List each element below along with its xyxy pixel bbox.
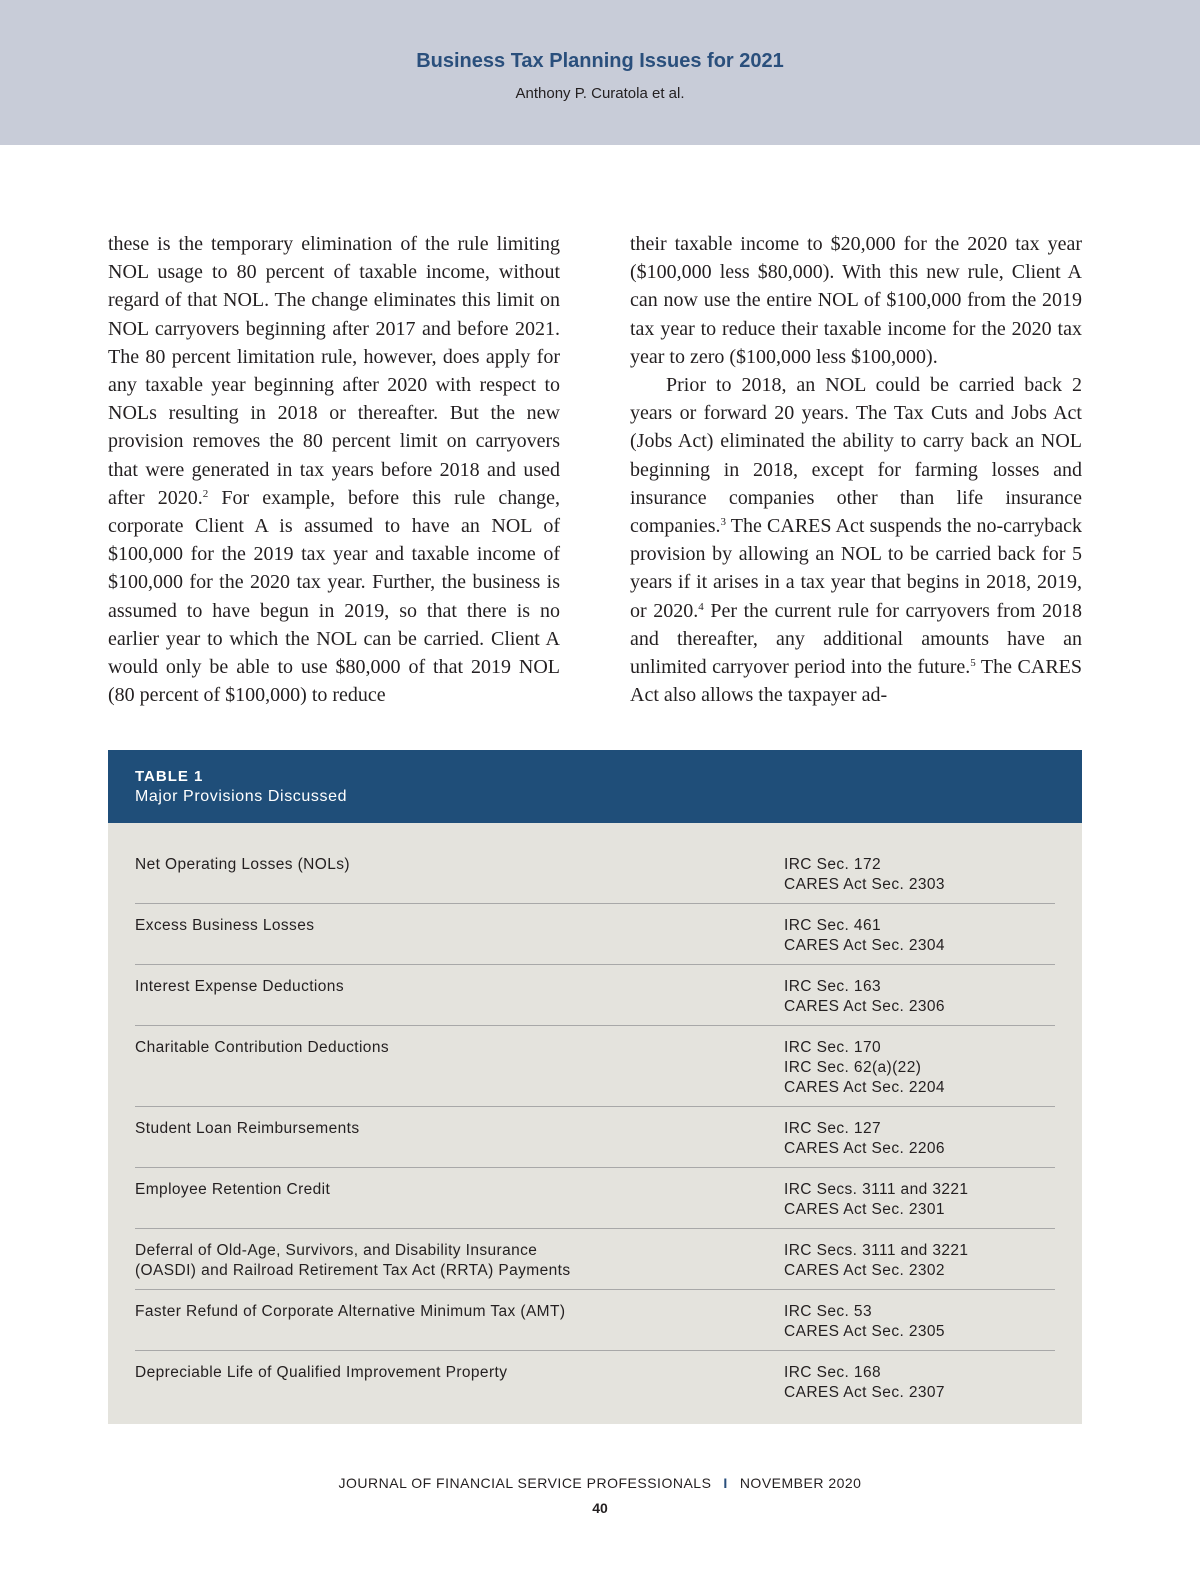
reference-line: IRC Sec. 170 <box>784 1039 881 1056</box>
table-row <box>135 1038 1055 1107</box>
paragraph-text: these is the temporary elimination of the rule limiting NOL usage to 80 percent of taxable income, without regard of that NOL. The change eliminates this limit on NOL carryovers beginning after 2017 and before 2021. The 80 percent limitation rule, however, does apply for any taxable year beginning after 2020 with respect to NOLs resulting in 2018 or thereafter. But the new provision removes the 80 percent limit on carryovers that were generated in tax years before 2018 and used after 2020. <box>108 233 560 509</box>
paragraph <box>630 371 1082 709</box>
provision-references <box>784 1302 1055 1342</box>
running-header <box>0 0 1200 145</box>
reference-line: IRC Secs. 3111 and 3221 <box>784 1242 969 1259</box>
reference-line: CARES Act Sec. 2307 <box>784 1384 945 1401</box>
provision-name: Net Operating Losses (NOLs) <box>135 856 350 873</box>
provision-references <box>784 1180 1055 1220</box>
provision-name: Deferral of Old-Age, Survivors, and Disability Insurance (OASDI) and Railroad Retirement Tax Act (RRTA) Payments <box>135 1242 571 1279</box>
paragraph <box>108 230 560 709</box>
reference-line: IRC Sec. 172 <box>784 856 881 873</box>
reference-line: CARES Act Sec. 2301 <box>784 1201 945 1218</box>
reference-line: CARES Act Sec. 2302 <box>784 1262 945 1279</box>
provision-references <box>784 855 1055 895</box>
table-header <box>108 750 1082 823</box>
reference-line: IRC Secs. 3111 and 3221 <box>784 1181 969 1198</box>
footer <box>0 1475 1200 1491</box>
reference-line: CARES Act Sec. 2206 <box>784 1140 945 1157</box>
reference-line: IRC Sec. 168 <box>784 1364 881 1381</box>
provisions-table <box>108 750 1082 1424</box>
reference-line: CARES Act Sec. 2303 <box>784 876 945 893</box>
reference-line: IRC Sec. 163 <box>784 978 881 995</box>
provision-name: Interest Expense Deductions <box>135 978 344 995</box>
reference-line: IRC Sec. 461 <box>784 917 881 934</box>
provision-references <box>784 1038 1055 1098</box>
reference-line: IRC Sec. 127 <box>784 1120 881 1137</box>
article-author: Anthony P. Curatola et al. <box>515 85 685 102</box>
footnote-ref-4: 4 <box>698 600 704 613</box>
reference-line: IRC Sec. 62(a)(22) <box>784 1059 922 1076</box>
provision-name: Faster Refund of Corporate Alternative Minimum Tax (AMT) <box>135 1303 566 1320</box>
provision-name: Charitable Contribution Deductions <box>135 1039 389 1056</box>
table-label: TABLE 1 <box>135 768 204 785</box>
provision-references <box>784 1119 1055 1159</box>
paragraph-text: Per the current rule for carryovers from 2018 and thereafter, any additional amounts have an unlimited carryover period into the future. <box>630 599 1082 679</box>
reference-line: CARES Act Sec. 2204 <box>784 1079 945 1096</box>
table-row <box>135 1302 1055 1351</box>
table-rows <box>135 855 1055 1423</box>
reference-line: IRC Sec. 53 <box>784 1303 872 1320</box>
article-title: Business Tax Planning Issues for 2021 <box>416 50 784 72</box>
issue-date: NOVEMBER 2020 <box>739 1475 862 1491</box>
body-column-left <box>108 230 560 709</box>
reference-line: CARES Act Sec. 2304 <box>784 937 945 954</box>
paragraph-text: The CARES Act also allows the taxpayer ad- <box>630 656 1082 707</box>
footnote-ref-3: 3 <box>720 516 727 529</box>
paragraph: their taxable income to $20,000 for the 2020 tax year ($100,000 less $80,000). With this new rule, Client A can now use the entire NOL of $100,000 from the 2019 tax year to reduce their taxable income for the 2020 tax year to zero ($100,000 less $100,000). <box>630 233 1082 368</box>
reference-line: CARES Act Sec. 2306 <box>784 998 945 1015</box>
provision-references <box>784 916 1055 956</box>
table-row <box>135 1363 1055 1411</box>
table-row <box>135 916 1055 965</box>
page-number: 40 <box>592 1500 608 1516</box>
table-row <box>135 1119 1055 1168</box>
paragraph-text: The CARES Act suspends the no-carryback provision by allowing an NOL to be carried back for 5 years if it arises in a tax year that begins in 2018, 2019, or 2020. <box>630 515 1082 622</box>
paragraph-text: Prior to 2018, an NOL could be carried back 2 years or forward 20 years. The Tax Cuts and Jobs Act (Jobs Act) eliminated the ability to carry back an NOL beginning in 2018, except for farming losses and insurance companies other than life insurance companies. <box>630 374 1082 538</box>
body-column-right <box>630 230 1082 709</box>
provision-name: Student Loan Reimbursements <box>135 1120 360 1137</box>
table-caption: Major Provisions Discussed <box>135 788 348 805</box>
table-row <box>135 1241 1055 1290</box>
table-row <box>135 855 1055 904</box>
table-row <box>135 1180 1055 1229</box>
footnote-ref-2: 2 <box>202 487 209 500</box>
provision-references <box>784 977 1055 1017</box>
provision-references <box>784 1363 1055 1403</box>
provision-name: Employee Retention Credit <box>135 1181 331 1198</box>
provision-references <box>784 1241 1055 1281</box>
paragraph-text: For example, before this rule change, corporate Client A is assumed to have an NOL of $100,000 for the 2019 tax year and taxable income of $100,000 for the 2020 tax year. Further, the business is assumed to have begun in 2019, so that there is no earlier year to which the NOL can be carried. Client A would only be able to use $80,000 of that 2019 NOL (80 percent of $100,000) to reduce <box>108 486 560 707</box>
footer-separator: I <box>723 1475 728 1491</box>
journal-name: JOURNAL OF FINANCIAL SERVICE PROFESSIONALS <box>338 1475 712 1491</box>
table-row <box>135 977 1055 1026</box>
provision-name: Depreciable Life of Qualified Improvement Property <box>135 1364 508 1381</box>
reference-line: CARES Act Sec. 2305 <box>784 1323 945 1340</box>
footnote-ref-5: 5 <box>970 657 976 670</box>
provision-name: Excess Business Losses <box>135 917 315 934</box>
